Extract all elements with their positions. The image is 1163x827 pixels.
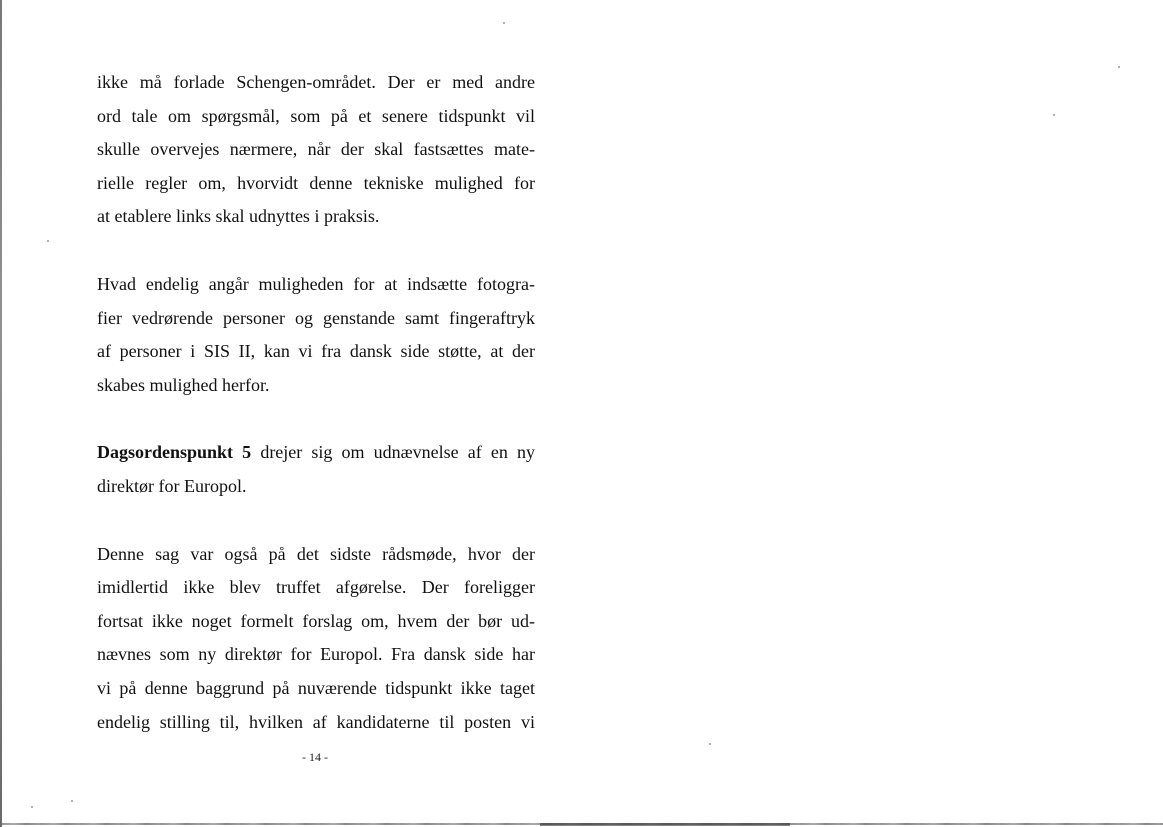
paragraph-4	[97, 538, 535, 740]
scan-speck	[709, 743, 711, 745]
text-line: ord tale om spørgsmål, som på et senere tidspunkt vil	[97, 105, 535, 126]
text-line: fier vedrørende personer og genstande samt fingeraftryk	[97, 307, 535, 328]
text-line: direktør for Europol.	[97, 475, 247, 496]
scan-speck	[503, 22, 505, 24]
scan-edge-bottom-dark	[540, 823, 790, 826]
paragraph-2	[97, 268, 535, 402]
text-line: fortsat ikke noget formelt forslag om, hvem der bør ud-	[97, 610, 535, 631]
agenda-item-heading: Dagsordenspunkt 5	[97, 442, 252, 463]
paragraph-3	[97, 436, 535, 503]
scan-edge-left	[0, 0, 2, 827]
text-line: imidlertid ikke blev truffet afgørelse. Der foreligger	[97, 577, 535, 598]
text-line	[97, 436, 535, 470]
text-line: skabes mulighed herfor.	[97, 374, 270, 395]
document-body	[97, 66, 535, 773]
text-line: ikke må forlade Schengen-området. Der er med andre	[97, 72, 535, 92]
scan-speck	[47, 240, 49, 242]
text-line: endelig stilling til, hvilken af kandidaterne til posten vi	[97, 711, 535, 732]
paragraph-1	[97, 66, 535, 234]
text-line: nævnes som ny direktør for Europol. Fra dansk side har	[97, 644, 535, 665]
text-line: Denne sag var også på det sidste rådsmøde, hvor der	[97, 543, 535, 564]
scan-speck	[31, 806, 33, 808]
text-line: rielle regler om, hvorvidt denne tekniske mulighed for	[97, 172, 535, 193]
text-line: Hvad endelig angår muligheden for at indsætte fotogra-	[97, 273, 535, 294]
scan-speck	[1118, 66, 1120, 68]
text-line: at etablere links skal udnyttes i praksis.	[97, 206, 380, 227]
text-span: drejer sig om udnævnelse af en ny	[251, 442, 535, 463]
page-number: - 14 -	[302, 750, 328, 764]
text-line: vi på denne baggrund på nuværende tidspunkt ikke taget	[97, 677, 535, 698]
text-line: skulle overvejes nærmere, når der skal fastsættes mate-	[97, 139, 535, 160]
scan-speck	[1053, 114, 1055, 116]
text-line: af personer i SIS II, kan vi fra dansk side støtte, at der	[97, 341, 535, 362]
scan-speck	[71, 800, 73, 802]
